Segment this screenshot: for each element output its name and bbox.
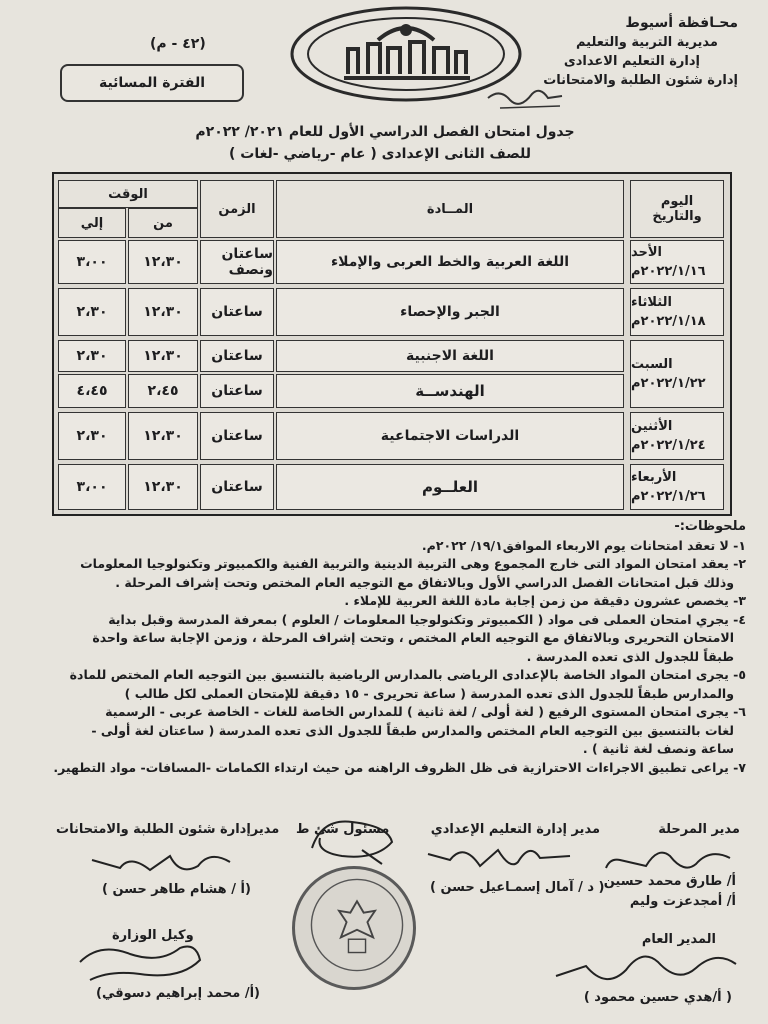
stage-director-name-1: أ/ طارق محمد حسين	[603, 874, 736, 889]
issuing-authority	[498, 14, 738, 90]
note-line: لغات بالتنسيق بين التوجيه العام المختص والمدارس طبقاً للجدول الذى تعده المدرسة ( ساعتان لغة أولى -	[91, 722, 734, 738]
header-subject: المــادة	[276, 180, 624, 238]
subject-cell: اللغة الاجنبية	[276, 340, 624, 372]
period-box: الفترة المسائية	[60, 64, 244, 102]
to-cell: ٢،٣٠	[58, 288, 126, 336]
governorate-line: محـافظة أسيوط	[625, 15, 738, 31]
note-line: ١- لا تعقد امتحانات يوم الاربعاء الموافق١٩/١/ ٢٠٢٢م.	[421, 537, 746, 553]
from-cell: ١٢،٣٠	[128, 340, 198, 372]
day-date: ٢٠٢٢/١/٢٦م	[631, 489, 706, 504]
stage-director-signature	[600, 846, 740, 876]
responsible-label: مسئول شئ ط	[296, 822, 390, 837]
deputy-name: (أ/ محمد إبراهيم دسوقي)	[96, 986, 260, 1001]
department-line: إدارة التعليم الاعدادى	[563, 54, 700, 69]
row-monday-day	[630, 412, 724, 460]
row-sunday-day	[630, 240, 724, 284]
subject-cell: العلــوم	[276, 464, 624, 510]
office-line: إدارة شئون الطلبة والامتحانات	[543, 73, 738, 88]
notes-section	[6, 518, 746, 777]
to-cell: ٤،٤٥	[58, 374, 126, 408]
prep-director-title: مدير إدارة التعليم الإعدادي	[430, 822, 600, 837]
form-code: (٤٢ - م)	[150, 36, 206, 52]
general-director-signature	[546, 946, 746, 996]
general-director-name: ( أ/هدي حسين محمود )	[583, 990, 732, 1005]
affairs-director-signature	[80, 846, 240, 878]
exam-schedule-table	[52, 172, 732, 516]
note-line: ٦- يجرى امتحان المستوى الرفيع ( لغة أولى / لغة ثانية ) للمدارس الخاصة للغات - الخاصة عربى - الرسمية	[105, 704, 746, 719]
day-name: السبت	[631, 357, 673, 372]
subject-cell: اللغة العربية والخط العربى والإملاء	[276, 240, 624, 284]
note-line: ٥- يجرى امتحان المواد الخاصة بالإعدادى الرياضى بالمدارس الرياضية بالتنسيق بين التوجيه العام المختص للمادة	[69, 667, 746, 682]
note-line: ٧- يراعى تطبيق الاجراءات الاحترازية فى ظل الظروف الراهنه من حيث ارتداء الكمامات -المسافات- مواد التطهير.	[53, 759, 746, 775]
prep-director-signature	[420, 836, 580, 876]
note-line: وذلك قبل امتحانات الفصل الدراسي الأول وبالاتفاق مع التوجيه العام المختص وتحت إشراف المرحلة .	[115, 574, 734, 590]
affairs-director-title: مديرإدارة شئون الطلبة والامتحانات	[56, 822, 280, 837]
from-cell: ٢،٤٥	[128, 374, 198, 408]
schedule-title: جدول امتحان الفصل الدراسي الأول للعام ٢٠٢١/ ٢٠٢٢م	[195, 124, 575, 140]
duration-cell: ساعتان	[200, 340, 274, 372]
from-cell: ١٢،٣٠	[128, 464, 198, 510]
note-line: ٤- يجري امتحان العملى فى مواد ( الكمبيوتر وتكنولوجيا المعلومات / العلوم ) بمعرفة المدرسة وقبل بداية	[108, 611, 746, 627]
from-cell: ١٢،٣٠	[128, 240, 198, 284]
from-cell: ١٢،٣٠	[128, 288, 198, 336]
day-name: الأثنين	[631, 419, 673, 434]
day-name: الأحد	[631, 245, 663, 260]
subject-cell: الجبر والإحصاء	[276, 288, 624, 336]
schedule-subtitle: للصف الثانى الإعدادى ( عام -رياضي -لغات )	[229, 146, 531, 162]
responsible-signature	[292, 808, 412, 868]
to-cell: ٣،٠٠	[58, 464, 126, 510]
subject-cell: الدراسات الاجتماعية	[276, 412, 624, 460]
deputy-title: وكيل الوزارة	[112, 928, 194, 943]
day-date: ٢٠٢٢/١/٢٢م	[631, 376, 706, 391]
eagle-icon	[301, 869, 413, 981]
note-line: ٣- يخصص عشرون دقيقة من زمن إجابة مادة اللغة العربية للإملاء .	[344, 593, 746, 608]
deputy-signature	[70, 940, 210, 984]
row-tuesday-day	[630, 288, 724, 336]
official-eagle-stamp	[292, 866, 416, 990]
header-from: من	[128, 208, 198, 238]
affairs-director-name: (أ / هشام طاهر حسن )	[102, 882, 251, 897]
day-date: ٢٠٢٢/١/١٦م	[631, 264, 706, 279]
day-name: الثلاثاء	[631, 295, 672, 310]
duration-cell: ساعتان	[200, 412, 274, 460]
general-director-title: المدير العام	[641, 932, 716, 947]
prep-director-name: ( د / آمال إسمـاعيل حسن )	[430, 880, 605, 895]
day-name: الأربعاء	[631, 470, 677, 485]
to-cell: ٣،٠٠	[58, 240, 126, 284]
duration-cell: ساعتان	[200, 374, 274, 408]
row-wednesday-day	[630, 464, 724, 510]
stage-director-title: مدير المرحلة	[658, 822, 740, 837]
note-line: ٢- يعقد امتحان المواد التى خارج المجموع وهى التربية الدينية والتربية الفنية والكمبيوتر وتكنولوجيا المعلومات	[80, 556, 746, 571]
day-date: ٢٠٢٢/١/٢٤م	[631, 438, 706, 453]
day-date: ٢٠٢٢/١/١٨م	[631, 314, 706, 329]
from-cell: ١٢،٣٠	[128, 412, 198, 460]
to-cell: ٢،٣٠	[58, 340, 126, 372]
subject-cell: الهندســة	[276, 374, 624, 408]
notes-heading: ملحوظات:-	[674, 519, 746, 534]
note-line: طبقاً للجدول الذى تعده المدرسة .	[526, 648, 734, 664]
handwritten-reference-number	[480, 84, 580, 114]
note-line: ساعة ونصف لغة ثانية ) .	[582, 741, 734, 756]
header-to: إلي	[58, 208, 126, 238]
duration-cell: ساعتان	[200, 288, 274, 336]
stage-director-name-2: أ/ أمجدعزت وليم	[629, 894, 736, 909]
header-day: اليوم	[660, 194, 694, 209]
header-day-date	[630, 180, 724, 238]
duration-cell: ساعتان ونصف	[200, 240, 274, 284]
row-saturday-day	[630, 340, 724, 408]
duration-cell: ساعتان	[200, 464, 274, 510]
header-date: والتاريخ	[652, 209, 702, 224]
directorate-line: مديرية التربية والتعليم	[575, 35, 718, 50]
to-cell: ٢،٣٠	[58, 412, 126, 460]
note-line: الامتحان التحريرى وبالاتفاق مع التوجيه العام المختص ، وتحت إشراف المرحلة ، وزمن الإجابة ساعة واحدة	[92, 630, 734, 645]
header-duration: الزمن	[200, 180, 274, 238]
header-time: الوقت	[58, 180, 198, 208]
note-line: والمدارس طبقاً للجدول الذى تعده المدرسة ( ساعة تحريرى - ١٥ دقيقة للإمتحان العملى لكل طالب )	[124, 685, 734, 701]
